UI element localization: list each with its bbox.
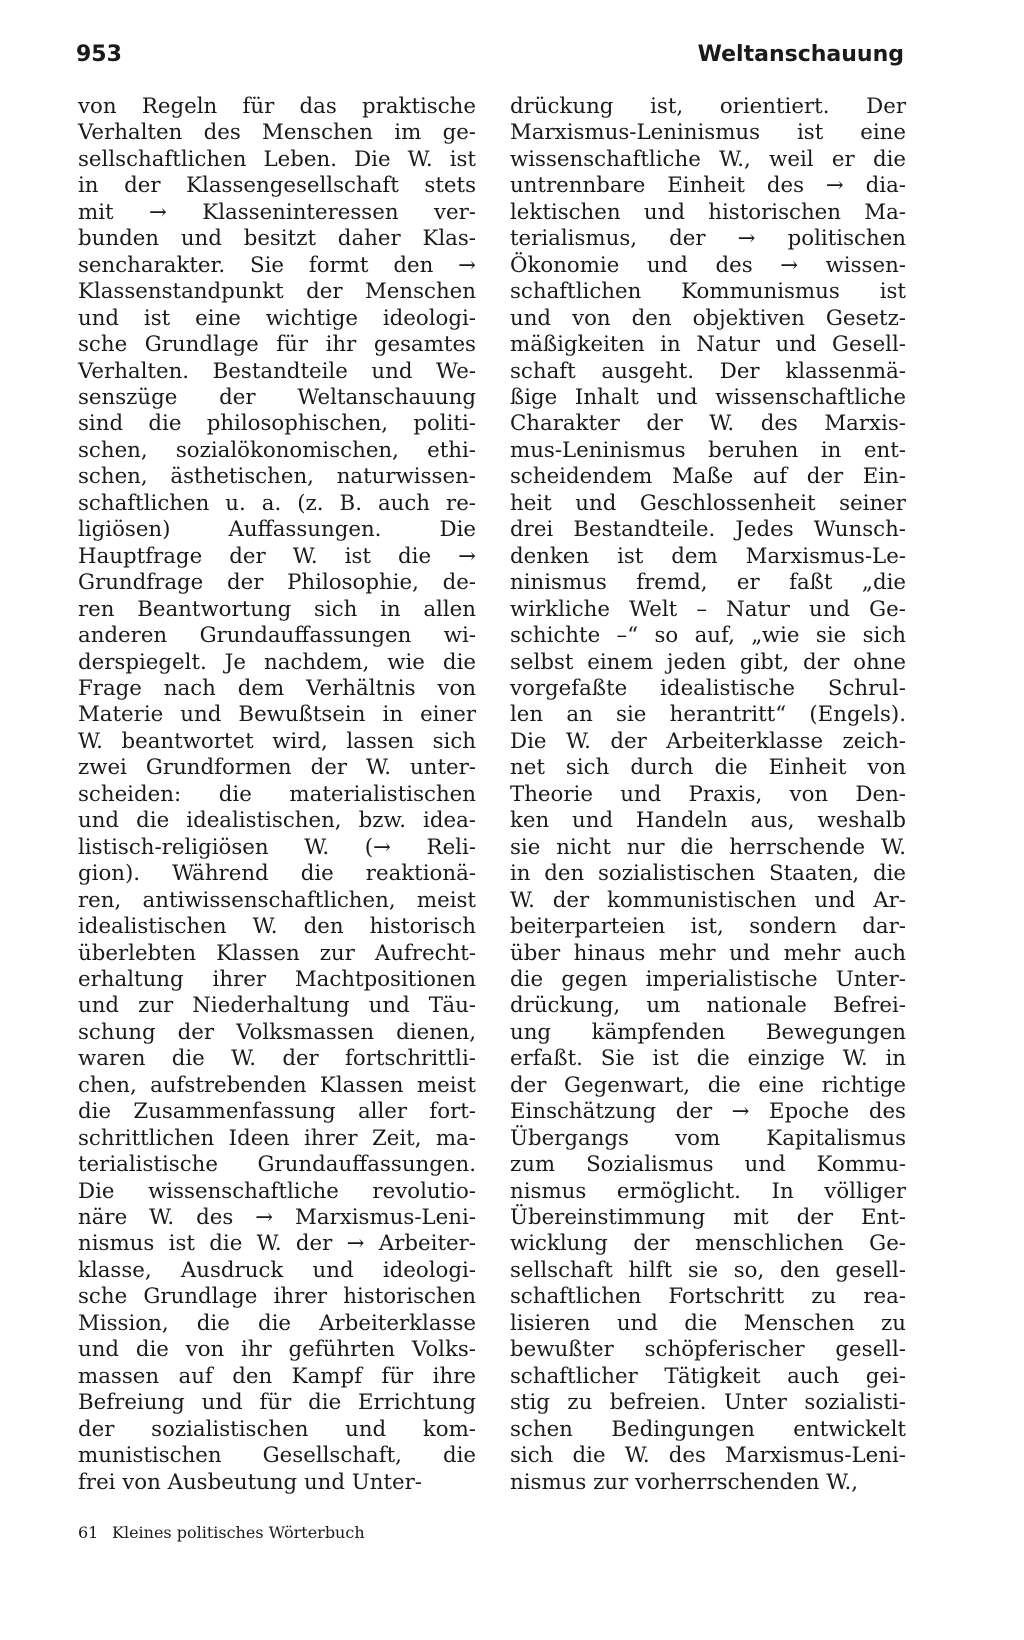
text-line: und die von ihr geführten Volks- — [78, 1337, 476, 1363]
text-line: frei von Ausbeutung und Unter- — [78, 1469, 422, 1495]
text-line: ßige Inhalt und wissenschaftliche — [510, 384, 906, 410]
text-line: in der Klassengesellschaft stets — [78, 173, 476, 199]
text-line: len an sie herantritt“ (Engels). — [510, 702, 906, 728]
text-line: senszüge der Weltanschauung — [78, 384, 476, 410]
text-line: bunden und besitzt daher Klas- — [78, 226, 476, 252]
text-line: Mission, die die Arbeiterklasse — [78, 1310, 476, 1336]
text-line: Verhalten. Bestandteile und We- — [78, 358, 476, 384]
text-line: wissenschaftliche W., weil er die — [510, 146, 906, 172]
text-line: terialismus, der → politischen — [510, 226, 906, 252]
text-line: heit und Geschlossenheit seiner — [510, 490, 906, 516]
text-line: zum Sozialismus und Kommu- — [510, 1152, 906, 1178]
text-line: sind die philosophischen, politi- — [78, 411, 476, 437]
text-line: nismus ist die W. der → Arbeiter- — [78, 1231, 476, 1257]
text-line: Klassenstandpunkt der Menschen — [78, 279, 476, 305]
text-line: sche Grundlage für ihr gesamtes — [78, 332, 476, 358]
text-line: über hinaus mehr und mehr auch — [510, 940, 906, 966]
text-line: Materie und Bewußtsein in einer — [78, 702, 476, 728]
text-line: stig zu befreien. Unter sozialisti- — [510, 1390, 906, 1416]
text-line: drückung ist, orientiert. Der — [510, 94, 906, 119]
text-line: ren, antiwissenschaftlichen, meist — [78, 887, 476, 913]
text-line: sie nicht nur die herrschende W. — [510, 834, 906, 860]
text-line: nismus ermöglicht. In völliger — [510, 1178, 906, 1204]
text-line: der Gegenwart, die eine richtige — [510, 1072, 906, 1098]
text-line: schaftlicher Tätigkeit auch gei- — [510, 1363, 906, 1389]
text-line: sellschaftlichen Leben. Die W. ist — [78, 146, 476, 172]
text-line: scheidendem Maße auf der Ein- — [510, 464, 906, 490]
text-line: klasse, Ausdruck und ideologi- — [78, 1257, 476, 1283]
text-line: anderen Grundauffassungen wi- — [78, 623, 476, 649]
text-line: sellschaft hilft sie so, den gesell- — [510, 1257, 906, 1283]
text-line: Übereinstimmung mit der Ent- — [510, 1205, 906, 1231]
text-line: W. der kommunistischen und Ar- — [510, 887, 906, 913]
text-line: wicklung der menschlichen Ge- — [510, 1231, 906, 1257]
text-line: ren Beantwortung sich in allen — [78, 596, 476, 622]
text-line: ung kämpfenden Bewegungen — [510, 1019, 906, 1045]
text-line: und von den objektiven Gesetz- — [510, 305, 906, 331]
text-line: ligiösen) Auffassungen. Die — [78, 517, 476, 543]
text-line: Übergangs vom Kapitalismus — [510, 1125, 906, 1151]
text-line: schen, sozialökonomischen, ethi- — [78, 437, 476, 463]
text-line: erhaltung ihrer Machtpositionen — [78, 966, 476, 992]
text-line: zwei Grundformen der W. unter- — [78, 755, 476, 781]
text-line: näre W. des → Marxismus-Leni- — [78, 1205, 476, 1231]
text-line: drückung, um nationale Befrei- — [510, 993, 906, 1019]
text-line: sich die W. des Marxismus-Leni- — [510, 1443, 906, 1469]
text-line: schrittlichen Ideen ihrer Zeit, ma- — [78, 1125, 476, 1151]
text-line: munistischen Gesellschaft, die — [78, 1443, 476, 1469]
text-line: Hauptfrage der W. ist die → — [78, 543, 476, 569]
text-line: nismus zur vorherrschenden W., — [510, 1469, 858, 1495]
text-line: Frage nach dem Verhältnis von — [78, 675, 476, 701]
text-line: die Zusammenfassung aller fort- — [78, 1099, 476, 1125]
text-line: schaftlichen Fortschritt zu rea- — [510, 1284, 906, 1310]
text-line: der sozialistischen und kom- — [78, 1416, 476, 1442]
text-line: und ist eine wichtige ideologi- — [78, 305, 476, 331]
left-text-column — [78, 94, 476, 1496]
text-line: Ökonomie und des → wissen- — [510, 252, 906, 278]
text-line: listisch-religiösen W. (→ Reli- — [78, 834, 476, 860]
text-line: bewußter schöpferischer gesell- — [510, 1337, 906, 1363]
text-line: Die wissenschaftliche revolutio- — [78, 1178, 476, 1204]
text-line: und zur Niederhaltung und Täu- — [78, 993, 476, 1019]
text-line: W. beantwortet wird, lassen sich — [78, 728, 476, 754]
text-line: schaft ausgeht. Der klassenmä- — [510, 358, 906, 384]
text-line: wirkliche Welt – Natur und Ge- — [510, 596, 906, 622]
text-line: schung der Volksmassen dienen, — [78, 1019, 476, 1045]
text-line: chen, aufstrebenden Klassen meist — [78, 1072, 476, 1098]
text-line: überlebten Klassen zur Aufrecht- — [78, 940, 476, 966]
text-line: selbst einem jeden gibt, der ohne — [510, 649, 906, 675]
text-line: sencharakter. Sie formt den → — [78, 252, 476, 278]
text-line: mit → Klasseninteressen ver- — [78, 199, 476, 225]
text-line: gion). Während die reaktionä- — [78, 861, 476, 887]
text-line: mäßigkeiten in Natur und Gesell- — [510, 332, 906, 358]
text-line: die gegen imperialistische Unter- — [510, 966, 906, 992]
text-line: Einschätzung der → Epoche des — [510, 1099, 906, 1125]
text-line: Marxismus-Leninismus ist eine — [510, 120, 906, 146]
right-text-column — [510, 94, 906, 1496]
text-line: ninismus fremd, er faßt „die — [510, 570, 906, 596]
text-line: Verhalten des Menschen im ge- — [78, 120, 476, 146]
text-line: massen auf den Kampf für ihre — [78, 1363, 476, 1389]
text-line: erfaßt. Sie ist die einzige W. in — [510, 1046, 906, 1072]
text-line: beiterparteien ist, sondern dar- — [510, 914, 906, 940]
text-line: lisieren und die Menschen zu — [510, 1310, 906, 1336]
text-line: denken ist dem Marxismus-Le- — [510, 543, 906, 569]
text-line: scheiden: die materialistischen — [78, 781, 476, 807]
text-line: waren die W. der fortschrittli- — [78, 1046, 476, 1072]
text-line: und die idealistischen, bzw. idea- — [78, 808, 476, 834]
text-line: schaftlichen Kommunismus ist — [510, 279, 906, 305]
text-line: net sich durch die Einheit von — [510, 755, 906, 781]
text-line: schen Bedingungen entwickelt — [510, 1416, 906, 1442]
footer-signature: 61 — [78, 1523, 99, 1542]
text-line: sche Grundlage ihrer historischen — [78, 1284, 476, 1310]
text-line: in den sozialistischen Staaten, die — [510, 861, 906, 887]
text-line: terialistische Grundauffassungen. — [78, 1152, 476, 1178]
text-line: idealistischen W. den historisch — [78, 914, 476, 940]
text-line: untrennbare Einheit des → dia- — [510, 173, 906, 199]
page-footer — [78, 1523, 365, 1542]
text-line: Befreiung und für die Errichtung — [78, 1390, 476, 1416]
text-line: Die W. der Arbeiterklasse zeich- — [510, 728, 906, 754]
text-line: schaftlichen u. a. (z. B. auch re- — [78, 490, 476, 516]
text-line: Theorie und Praxis, von Den- — [510, 781, 906, 807]
text-line: lektischen und historischen Ma- — [510, 199, 906, 225]
text-line: Grundfrage der Philosophie, de- — [78, 570, 476, 596]
text-line: schen, ästhetischen, naturwissen- — [78, 464, 476, 490]
text-line: mus-Leninismus beruhen in ent- — [510, 437, 906, 463]
text-line: vorgefaßte idealistische Schrul- — [510, 675, 906, 701]
footer-book-title: Kleines politisches Wörterbuch — [112, 1523, 365, 1542]
text-line: drei Bestandteile. Jedes Wunsch- — [510, 517, 906, 543]
page-number: 953 — [76, 42, 122, 67]
text-line: Charakter der W. des Marxis- — [510, 411, 906, 437]
text-line: derspiegelt. Je nachdem, wie die — [78, 649, 476, 675]
text-line: schichte –“ so auf, „wie sie sich — [510, 623, 906, 649]
text-line: ken und Handeln aus, weshalb — [510, 808, 906, 834]
text-line: von Regeln für das praktische — [78, 94, 476, 119]
running-head: Weltanschauung — [697, 42, 904, 67]
